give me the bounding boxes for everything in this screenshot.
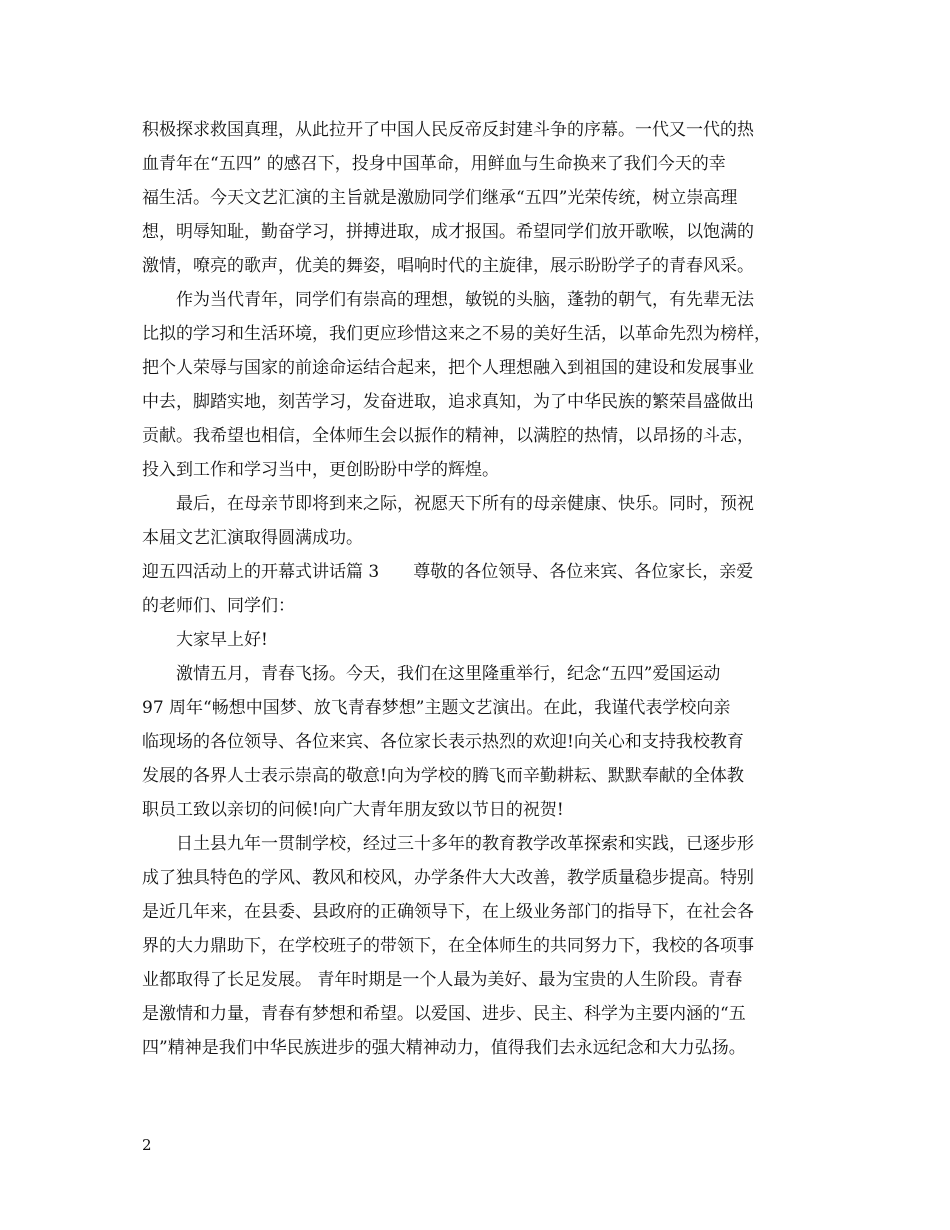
text-line: 福生活。今天文艺汇演的主旨就是激励同学们继承“五四”光荣传统，树立崇高理 <box>142 188 738 208</box>
text-line: 成了独具特色的学风、教风和校风，办学条件大大改善，教学质量稳步提高。特别 <box>142 868 754 888</box>
text-line: 四”精神是我们中华民族进步的强大精神动力，值得我们去永远纪念和大力弘扬。 <box>142 1038 746 1058</box>
text-line: 激情，嘹亮的歌声，优美的舞姿，唱响时代的主旋律，展示盼盼学子的青春风采。 <box>142 256 754 276</box>
text-line: 97 周年“畅想中国梦、放飞青春梦想”主题文艺演出。在此，我谨代表学校向亲 <box>142 698 731 718</box>
text-line: 本届文艺汇演取得圆满成功。 <box>142 528 363 548</box>
page-number: 2 <box>142 1136 152 1154</box>
text-line: 最后，在母亲节即将到来之际，祝愿天下所有的母亲健康、快乐。同时，预祝 <box>142 494 754 514</box>
text-line: 的老师们、同学们： <box>142 596 295 616</box>
text-line: 想，明辱知耻，勤奋学习，拼搏进取，成才报国。希望同学们放开歌喉，以饱满的 <box>142 222 754 242</box>
text-line: 激情五月，青春飞扬。今天，我们在这里隆重举行，纪念“五四”爱国运动 <box>142 664 721 684</box>
text-line: 作为当代青年，同学们有崇高的理想，敏锐的头脑，蓬勃的朝气，有先辈无法 <box>142 290 754 310</box>
text-line: 积极探求救国真理，从此拉开了中国人民反帝反封建斗争的序幕。一代又一代的热 <box>142 120 754 140</box>
text-line: 比拟的学习和生活环境，我们更应珍惜这来之不易的美好生活，以革命先烈为榜样， <box>142 324 771 344</box>
text-line: 职员工致以亲切的问候!向广大青年朋友致以节日的祝贺! <box>142 800 564 820</box>
text-line: 贡献。我希望也相信，全体师生会以振作的精神，以满腔的热情，以昂扬的斗志， <box>142 426 754 446</box>
text-line: 把个人荣辱与国家的前途命运结合起来，把个人理想融入到祖国的建设和发展事业 <box>142 358 754 378</box>
section-heading-line: 迎五四活动上的开幕式讲话篇 3 尊敬的各位领导、各位来宾、各位家长，亲爱 <box>142 562 754 582</box>
text-line: 中去，脚踏实地，刻苦学习，发奋进取，追求真知，为了中华民族的繁荣昌盛做出 <box>142 392 754 412</box>
text-line: 是近几年来，在县委、县政府的正确领导下，在上级业务部门的指导下，在社会各 <box>142 902 754 922</box>
text-line: 投入到工作和学习当中，更创盼盼中学的辉煌。 <box>142 460 499 480</box>
text-line: 日土县九年一贯制学校，经过三十多年的教育教学改革探索和实践，已逐步形 <box>142 834 754 854</box>
text-line: 临现场的各位领导、各位来宾、各位家长表示热烈的欢迎!向关心和支持我校教育 <box>142 732 744 752</box>
text-line: 界的大力鼎助下，在学校班子的带领下，在全体师生的共同努力下，我校的各项事 <box>142 936 754 956</box>
text-line: 血青年在“五四” 的感召下，投身中国革命，用鲜血与生命换来了我们今天的幸 <box>142 154 726 174</box>
greeting-line: 大家早上好! <box>142 630 268 650</box>
text-line: 业都取得了长足发展。 青年时期是一个人最为美好、最为宝贵的人生阶段。青春 <box>142 970 743 990</box>
text-line: 发展的各界人士表示崇高的敬意!向为学校的腾飞而辛勤耕耘、默默奉献的全体教 <box>142 766 744 786</box>
text-line: 是激情和力量，青春有梦想和希望。以爱国、进步、民主、科学为主要内涵的“五 <box>142 1004 746 1024</box>
